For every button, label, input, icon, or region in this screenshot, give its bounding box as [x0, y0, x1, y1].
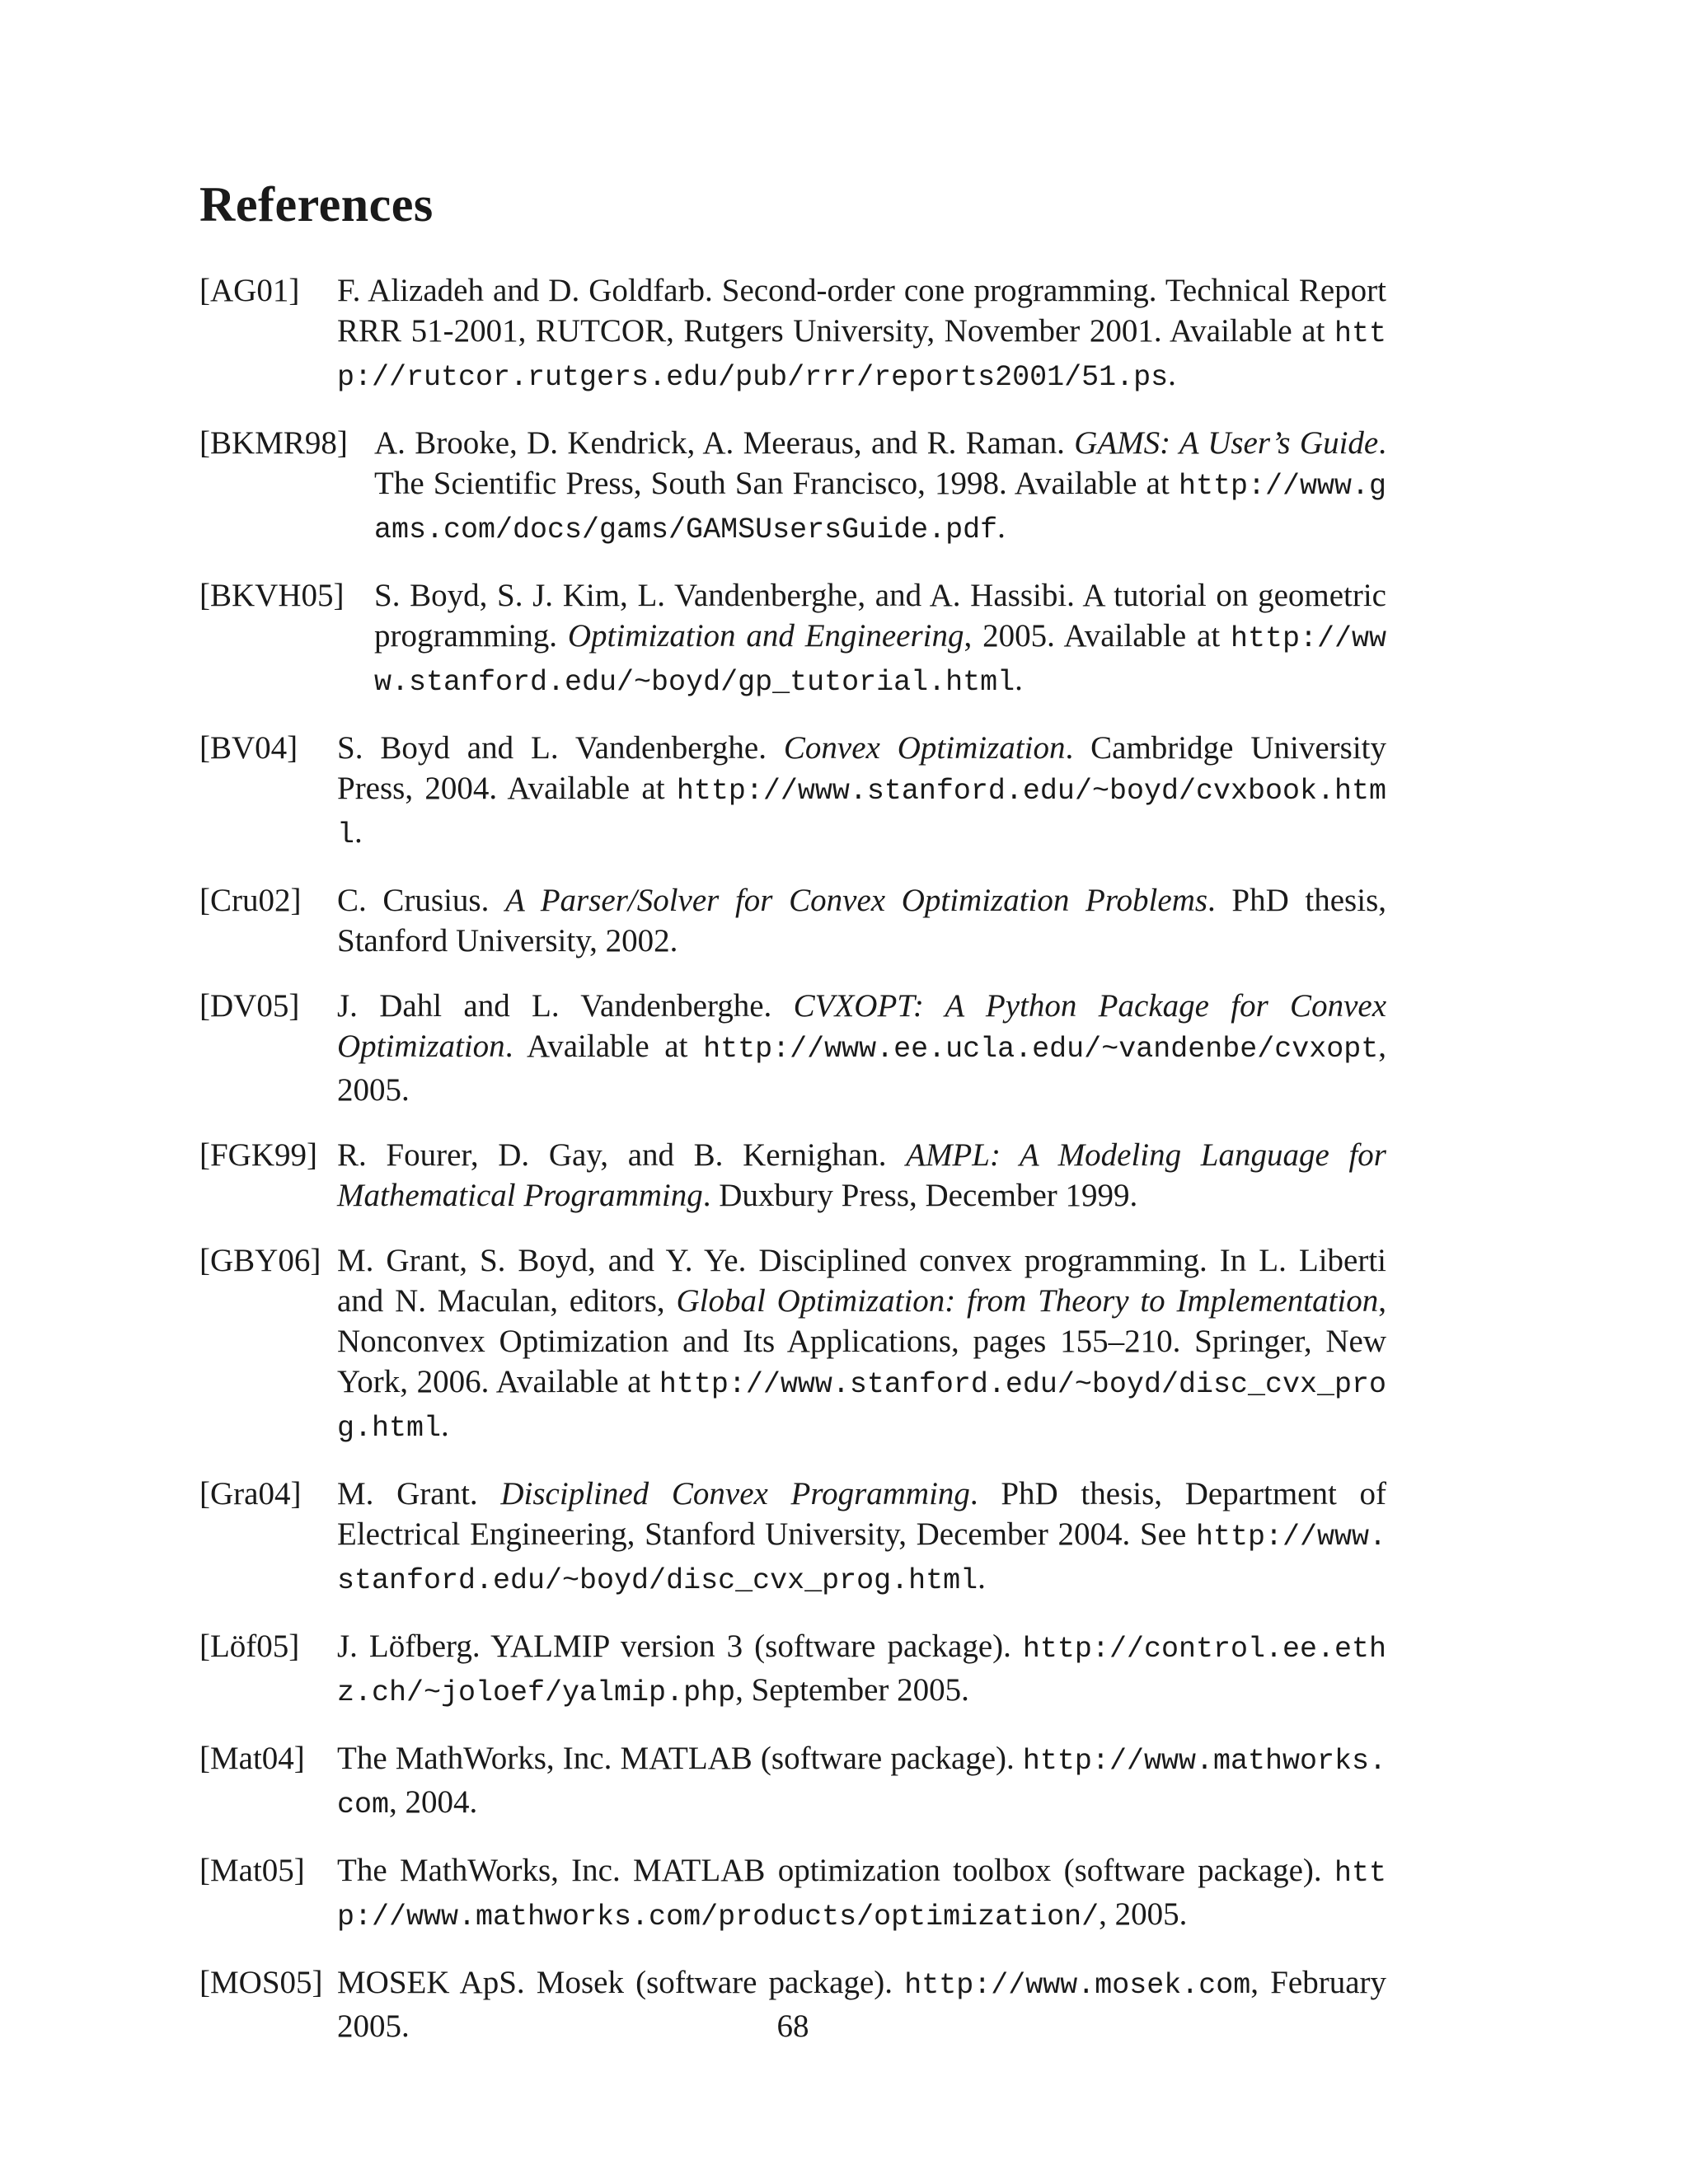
reference-text-segment: S. Boyd, S. J. Kim, L. Vandenberghe, and A. Hassibi. A tutorial on geometric programming. — [374, 578, 1386, 654]
reference-entry — [199, 1626, 1386, 1713]
reference-text-segment: , February 2005. — [337, 1965, 1386, 2044]
reference-text-segment: J. Löfberg. YALMIP version 3 (software package). — [337, 1629, 1023, 1664]
reference-text — [337, 986, 1386, 1110]
reference-title: Optimization and Engineering — [567, 618, 964, 654]
reference-text — [337, 1738, 1386, 1825]
reference-text-segment: , September 2005. — [735, 1672, 969, 1708]
reference-text-segment: MOSEK ApS. Mosek (software package). — [337, 1965, 905, 2000]
reference-text — [337, 1474, 1386, 1601]
reference-key: [AG01] — [199, 273, 300, 308]
reference-url[interactable]: http://rutcor.rutgers.edu/pub/rrr/reports2001/51.ps — [337, 317, 1386, 394]
reference-text-segment: C. Crusius. — [337, 883, 505, 918]
reference-url[interactable]: http://www.ee.ucla.edu/~vandenbe/cvxopt — [703, 1033, 1379, 1066]
reference-text-segment: . PhD thesis, Department of Electrical Engineering, Stanford University, December 2004. See — [337, 1476, 1386, 1552]
reference-entry — [199, 880, 1386, 961]
reference-text-segment: . — [997, 509, 1006, 545]
reference-text-segment: The MathWorks, Inc. MATLAB (software package). — [337, 1741, 1023, 1776]
reference-text-segment: , 2005. — [1099, 1896, 1188, 1932]
reference-entry — [199, 728, 1386, 855]
reference-text-segment: . Cambridge University Press, 2004. Available at — [337, 730, 1386, 806]
reference-key: [BKMR98] — [199, 425, 348, 461]
reference-key: [GBY06] — [199, 1243, 321, 1278]
reference-title: AMPL: A Modeling Language for Mathematical Programming — [337, 1137, 1386, 1213]
reference-text — [337, 1135, 1386, 1216]
reference-url[interactable]: http://www.stanford.edu/~boyd/cvxbook.html — [337, 775, 1386, 851]
reference-text-segment: . — [978, 1560, 986, 1596]
reference-text-segment: R. Fourer, D. Gay, and B. Kernighan. — [337, 1137, 907, 1173]
reference-text-segment: . PhD thesis, Stanford University, 2002. — [337, 883, 1386, 958]
reference-text-segment: , 2005. Available at — [964, 618, 1231, 654]
reference-text-segment: The MathWorks, Inc. MATLAB optimization toolbox (software package). — [337, 1853, 1334, 1888]
reference-text — [337, 270, 1386, 398]
reference-text — [337, 880, 1386, 961]
reference-entry — [199, 986, 1386, 1110]
reference-title: Global Optimization: from Theory to Implementation — [676, 1283, 1379, 1319]
reference-text-segment: , Nonconvex Optimization and Its Applications, pages 155–210. Springer, New York, 2006. Available at — [337, 1283, 1386, 1399]
reference-entry — [199, 575, 1386, 703]
reference-key: [Cru02] — [199, 883, 302, 918]
section-heading: References — [199, 177, 434, 232]
reference-text-segment: F. Alizadeh and D. Goldfarb. Second-order cone programming. Technical Report RRR 51-2001, RUTCOR, Rutgers University, November 2001. Available at — [337, 273, 1386, 349]
reference-url[interactable]: http://www.stanford.edu/~boyd/disc_cvx_prog.html — [337, 1521, 1386, 1597]
reference-text-segment: . — [441, 1408, 449, 1443]
reference-url[interactable]: http://www.gams.com/docs/gams/GAMSUsersGuide.pdf — [374, 470, 1386, 546]
reference-list — [199, 270, 1386, 2071]
reference-title: GAMS: A User’s Guide — [1074, 425, 1379, 461]
reference-url[interactable]: http://www.mathworks.com/products/optimization/ — [337, 1857, 1386, 1933]
reference-entry — [199, 1135, 1386, 1216]
reference-title: Disciplined Convex Programming — [500, 1476, 970, 1511]
reference-text-segment: . Available at — [504, 1029, 704, 1064]
reference-text-segment: . The Scientific Press, South San Francisco, 1998. Available at — [374, 425, 1386, 501]
reference-text-segment: A. Brooke, D. Kendrick, A. Meeraus, and R. Raman. — [374, 425, 1075, 461]
reference-text-segment: . Duxbury Press, December 1999. — [702, 1178, 1138, 1213]
reference-text-segment: J. Dahl and L. Vandenberghe. — [337, 988, 794, 1024]
reference-url[interactable]: http://www.stanford.edu/~boyd/disc_cvx_prog.html — [337, 1368, 1386, 1445]
reference-entry — [199, 1850, 1386, 1938]
reference-text-segment: M. Grant. — [337, 1476, 501, 1511]
reference-key: [Löf05] — [199, 1629, 300, 1664]
reference-text — [337, 1850, 1386, 1938]
reference-text — [337, 728, 1386, 855]
reference-key: [FGK99] — [199, 1137, 317, 1173]
reference-text-segment: S. Boyd and L. Vandenberghe. — [337, 730, 784, 766]
page-number: 68 — [776, 2008, 809, 2044]
reference-entry — [199, 1240, 1386, 1449]
reference-text-segment: M. Grant, S. Boyd, and Y. Ye. Disciplined convex programming. In L. Liberti and N. Maculan, editors, — [337, 1243, 1386, 1319]
reference-title: CVXOPT: A Python Package for Convex Optimization — [337, 988, 1387, 1064]
reference-title: A Parser/Solver for Convex Optimization Problems — [504, 883, 1208, 918]
reference-key: [BV04] — [199, 730, 298, 766]
reference-key: [Gra04] — [199, 1476, 302, 1511]
reference-entry — [199, 423, 1386, 551]
reference-entry — [199, 1474, 1386, 1601]
reference-text — [337, 1240, 1386, 1449]
reference-text-segment: . — [354, 814, 363, 850]
reference-entry — [199, 270, 1386, 398]
reference-key: [MOS05] — [199, 1965, 323, 2000]
reference-key: [BKVH05] — [199, 578, 345, 613]
reference-text — [374, 423, 1386, 551]
reference-key: [Mat05] — [199, 1853, 305, 1888]
reference-key: [Mat04] — [199, 1741, 305, 1776]
reference-text-segment: , 2005. — [337, 1029, 1386, 1108]
reference-url[interactable]: http://www.stanford.edu/~boyd/gp_tutorial.html — [374, 622, 1387, 699]
reference-url[interactable]: http://www.mathworks.com — [337, 1745, 1386, 1821]
reference-url[interactable]: http://control.ee.ethz.ch/~joloef/yalmip.php — [337, 1633, 1386, 1709]
reference-title: Convex Optimization — [783, 730, 1066, 766]
reference-key: [DV05] — [199, 988, 300, 1024]
reference-text — [374, 575, 1386, 703]
reference-text-segment: . — [1168, 357, 1176, 392]
reference-text — [337, 1626, 1386, 1713]
reference-text-segment: , 2004. — [389, 1784, 478, 1820]
reference-entry — [199, 1738, 1386, 1825]
reference-text-segment: . — [1015, 662, 1023, 697]
reference-url[interactable]: http://www.mosek.com — [904, 1969, 1251, 2002]
